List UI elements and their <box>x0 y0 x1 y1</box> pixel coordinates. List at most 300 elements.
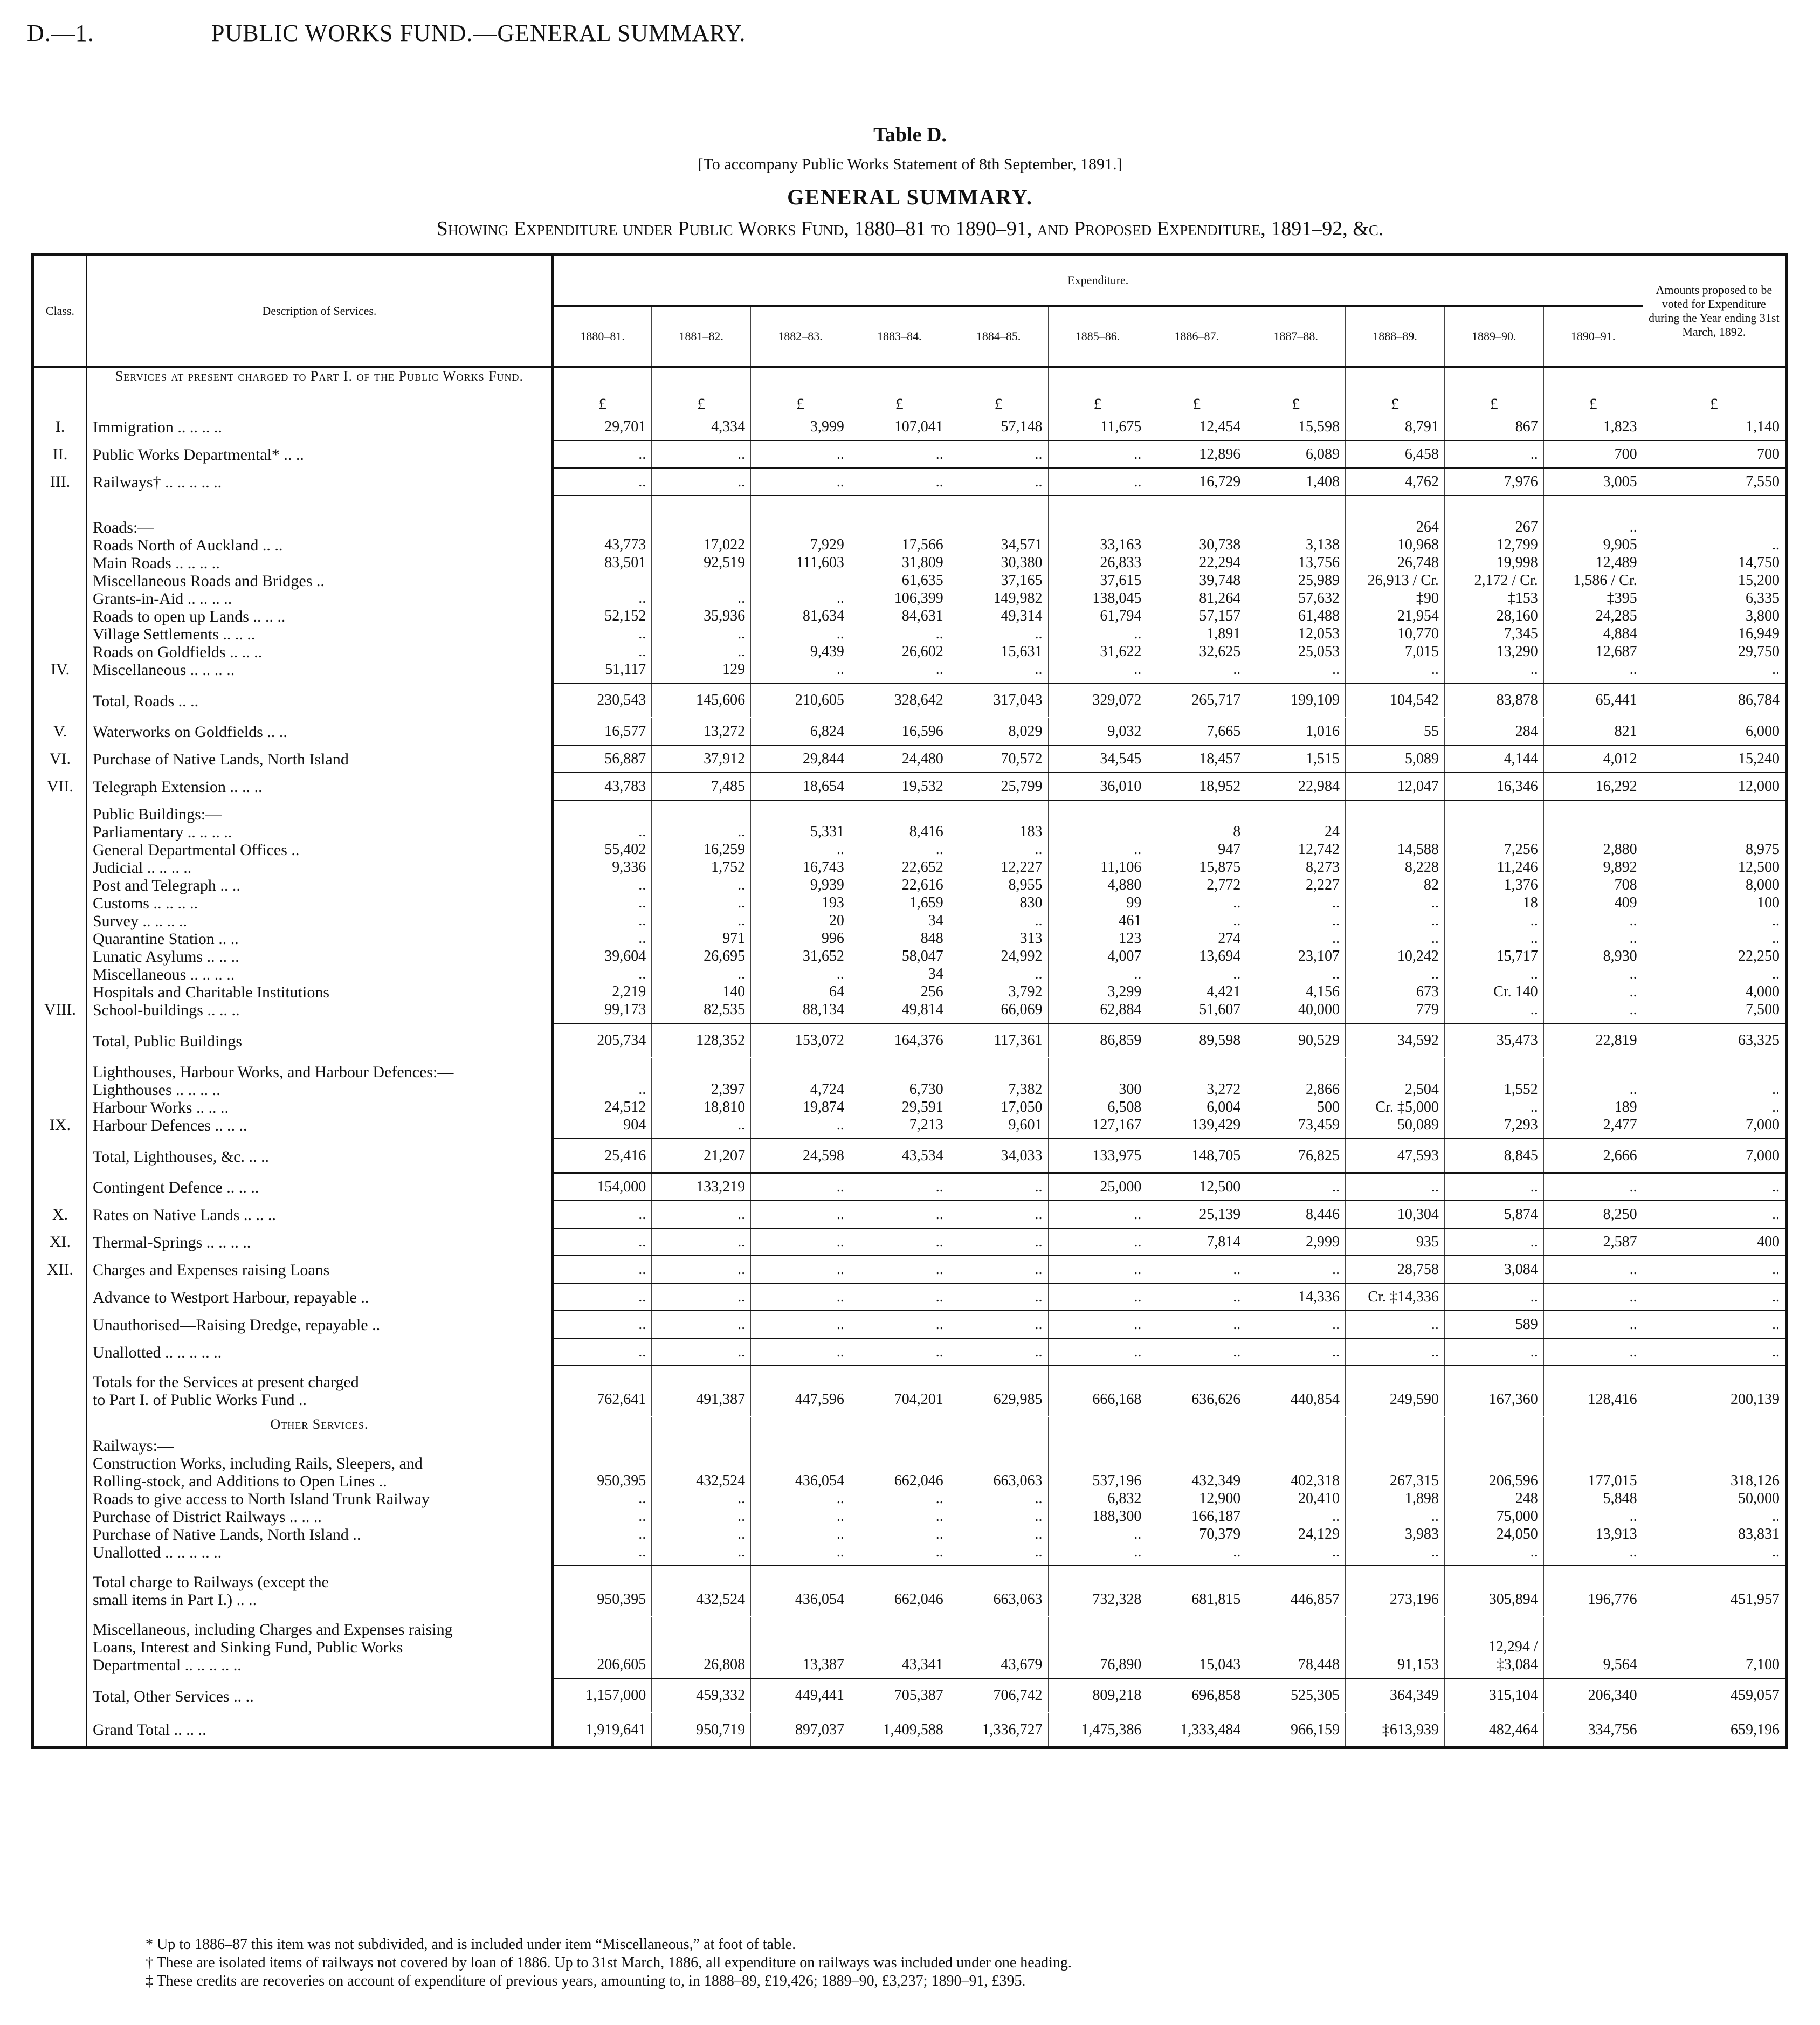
table-row <box>33 468 1787 495</box>
expenditure-amount: .. <box>1147 1338 1246 1366</box>
expenditure-amount: 199,109 <box>1246 683 1346 718</box>
expenditure-amount: 265,717 <box>1147 683 1246 718</box>
expenditure-amount: 696,858 <box>1147 1678 1246 1713</box>
proposed-amount: 86,784 <box>1643 683 1786 718</box>
expenditure-amount: 3,999 <box>751 414 850 440</box>
expenditure-amount: .. <box>850 1256 949 1283</box>
proposed-amount: .. <box>1643 1311 1786 1338</box>
expenditure-amount: 1,515 <box>1246 745 1346 773</box>
expenditure-amount: 273,196 <box>1346 1566 1445 1616</box>
proposed-amount: .. <box>1643 1201 1786 1228</box>
expenditure-amount: 18,457 <box>1147 745 1246 773</box>
expenditure-amount: 9,564 <box>1543 1616 1643 1678</box>
expenditure-amount: 30,738 22,294 39,748 81,264 57,157 1,891 32,625 .. <box>1147 495 1246 683</box>
proposed-amount: .. <box>1643 1283 1786 1311</box>
expenditure-amount: 4,724 19,874 .. <box>751 1058 850 1139</box>
expenditure-amount: 867 <box>1444 414 1543 440</box>
expenditure-amount: 1,016 <box>1246 718 1346 746</box>
expenditure-amount: 666,168 <box>1048 1366 1147 1416</box>
year-header: 1885–86. <box>1048 306 1147 367</box>
expenditure-amount: 284 <box>1444 718 1543 746</box>
accompany-note: [To accompany Public Works Statement of 8th September, 1891.] <box>698 155 1122 173</box>
class-cell <box>33 1616 87 1678</box>
expenditure-amount: 662,046 .. .. .. .. <box>850 1432 949 1566</box>
service-description: Totals for the Services at present charged to Part I. of Public Works Fund .. <box>87 1366 553 1416</box>
expenditure-amount: 334,756 <box>1543 1713 1643 1748</box>
expenditure-amount: .. <box>1543 1283 1643 1311</box>
table-body <box>33 367 1787 1748</box>
expenditure-amount: 133,219 <box>652 1173 751 1201</box>
service-description: Railways† .. .. .. .. .. <box>87 468 553 495</box>
table-row <box>33 718 1787 746</box>
class-cell <box>33 367 87 384</box>
proposed-amount: .. <box>1643 1256 1786 1283</box>
spacer-cell <box>1643 367 1786 384</box>
service-description: Miscellaneous, including Charges and Expenses raising Loans, Interest and Sinking Fund, Public Works Departmental .. .. .. .. .. <box>87 1616 553 1678</box>
class-cell: I. <box>33 414 87 440</box>
expenditure-amount: .. <box>553 1283 652 1311</box>
service-description: Purchase of Native Lands, North Island <box>87 745 553 773</box>
description-header: Description of Services. <box>87 255 553 368</box>
expenditure-amount: 12,896 <box>1147 440 1246 468</box>
expenditure-amount: 8,416 .. 22,652 22,616 1,659 34 848 58,047 34 256 49,814 <box>850 800 949 1023</box>
expenditure-amount: .. <box>751 468 850 495</box>
expenditure-amount: 12,294 / ‡3,084 <box>1444 1616 1543 1678</box>
expenditure-amount: 24,598 <box>751 1139 850 1173</box>
expenditure-amount: 18,654 <box>751 773 850 800</box>
class-cell: XII. <box>33 1256 87 1283</box>
expenditure-amount: 432,349 12,900 166,187 70,379 .. <box>1147 1432 1246 1566</box>
expenditure-amount: 17,566 31,809 61,635 106,399 84,631 .. 26,602 .. <box>850 495 949 683</box>
service-description: Waterworks on Goldfields .. .. <box>87 718 553 746</box>
spacer-cell <box>1346 367 1445 384</box>
expenditure-amount: 91,153 <box>1346 1616 1445 1678</box>
expenditure-amount: 128,416 <box>1543 1366 1643 1416</box>
expenditure-amount: .. <box>652 1311 751 1338</box>
class-cell: II. <box>33 440 87 468</box>
expenditure-amount: 705,387 <box>850 1678 949 1713</box>
table-row <box>33 1201 1787 1228</box>
expenditure-amount: 364,349 <box>1346 1678 1445 1713</box>
expenditure-amount: .. <box>652 1201 751 1228</box>
expenditure-amount: 4,012 <box>1543 745 1643 773</box>
expenditure-amount: .. <box>652 1283 751 1311</box>
expenditure-amount: 1,552 .. 7,293 <box>1444 1058 1543 1139</box>
expenditure-amount: .. <box>1048 440 1147 468</box>
expenditure-amount: ‡613,939 <box>1346 1713 1445 1748</box>
expenditure-amount: 26,808 <box>652 1616 751 1678</box>
expenditure-amount: 8,446 <box>1246 1201 1346 1228</box>
expenditure-amount: 317,043 <box>949 683 1048 718</box>
expenditure-amount: .. <box>751 1283 850 1311</box>
expenditure-amount: 8,791 <box>1346 414 1445 440</box>
class-cell: IV. <box>33 495 87 683</box>
table-row <box>33 1058 1787 1139</box>
class-cell: VII. <box>33 773 87 800</box>
class-cell <box>33 1139 87 1173</box>
expenditure-amount: 2,504 Cr. ‡5,000 50,089 <box>1346 1058 1445 1139</box>
expenditure-amount: 436,054 .. .. .. .. <box>751 1432 850 1566</box>
service-description: Unauthorised—Raising Dredge, repayable .. <box>87 1311 553 1338</box>
currency-symbol: £ <box>1346 384 1445 414</box>
expenditure-amount: 636,626 <box>1147 1366 1246 1416</box>
expenditure-amount: 56,887 <box>553 745 652 773</box>
expenditure-amount: .. <box>1346 1311 1445 1338</box>
expenditure-amount: 206,596 248 75,000 24,050 .. <box>1444 1432 1543 1566</box>
total-row <box>33 1366 1787 1416</box>
expenditure-amount: 935 <box>1346 1228 1445 1256</box>
year-header: 1881–82. <box>652 306 751 367</box>
total-row <box>33 1023 1787 1058</box>
expenditure-amount: 55 <box>1346 718 1445 746</box>
expenditure-amount: 164,376 <box>850 1023 949 1058</box>
expenditure-amount: 315,104 <box>1444 1678 1543 1713</box>
currency-symbol: £ <box>1246 384 1346 414</box>
expenditure-amount: .. <box>1048 1338 1147 1366</box>
expenditure-amount: 432,524 <box>652 1566 751 1616</box>
spacer-cell <box>1543 367 1643 384</box>
table-row <box>33 800 1787 1023</box>
table-row <box>33 1173 1787 1201</box>
class-header: Class. <box>33 255 87 368</box>
expenditure-amount: 950,719 <box>652 1713 751 1748</box>
expenditure-amount: 5,874 <box>1444 1201 1543 1228</box>
general-summary-heading: GENERAL SUMMARY. <box>787 185 1033 209</box>
expenditure-amount: 10,304 <box>1346 1201 1445 1228</box>
class-cell: VIII. <box>33 800 87 1023</box>
expenditure-amount: 7,976 <box>1444 468 1543 495</box>
expenditure-amount: .. <box>1147 1311 1246 1338</box>
page-header <box>27 19 746 47</box>
expenditure-amount: .. <box>949 1283 1048 1311</box>
expenditure-amount: 43,341 <box>850 1616 949 1678</box>
spacer-cell <box>850 1416 949 1432</box>
expenditure-amount: .. <box>553 1311 652 1338</box>
spacer-cell <box>949 1416 1048 1432</box>
expenditure-amount: .. 55,402 9,336 .. .. .. .. 39,604 .. 2,219 99,173 <box>553 800 652 1023</box>
service-description: Total, Other Services .. .. <box>87 1678 553 1713</box>
expenditure-amount: 4,144 <box>1444 745 1543 773</box>
expenditure-amount: 25,000 <box>1048 1173 1147 1201</box>
service-description: Roads:— Roads North of Auckland .. .. Main Roads .. .. .. .. Miscellaneous Roads and Bridges .. Grants-in-Aid .. .. .. .. Roads to open up Lands .. .. .. Village Settlements .. .. .. Roads on Goldfields .. .. .. Miscellaneous .. .. .. .. <box>87 495 553 683</box>
expenditure-amount: 89,598 <box>1147 1023 1246 1058</box>
proposed-amount: 63,325 <box>1643 1023 1786 1058</box>
proposed-amount: .. 14,750 15,200 6,335 3,800 16,949 29,750 .. <box>1643 495 1786 683</box>
expenditure-amount: 267 12,799 19,998 2,172 / Cr. ‡153 28,160 7,345 13,290 .. <box>1444 495 1543 683</box>
expenditure-amount: 76,825 <box>1246 1139 1346 1173</box>
expenditure-amount: .. <box>1543 1338 1643 1366</box>
expenditure-amount: 6,824 <box>751 718 850 746</box>
service-description: Telegraph Extension .. .. .. <box>87 773 553 800</box>
proposed-amount: 200,139 <box>1643 1366 1786 1416</box>
expenditure-amount: 7,814 <box>1147 1228 1246 1256</box>
proposed-amount: 7,100 <box>1643 1616 1786 1678</box>
expenditure-amount: 34,545 <box>1048 745 1147 773</box>
expenditure-amount: .. <box>1444 1338 1543 1366</box>
section-heading-row <box>33 367 1787 384</box>
expenditure-amount: 5,331 .. 16,743 9,939 193 20 996 31,652 .. 64 88,134 <box>751 800 850 1023</box>
expenditure-amount: 4,334 <box>652 414 751 440</box>
proposed-amount: .. <box>1643 1338 1786 1366</box>
expenditure-amount: 43,534 <box>850 1139 949 1173</box>
expenditure-amount: .. <box>553 1201 652 1228</box>
expenditure-amount: 663,063 .. .. .. .. <box>949 1432 1048 1566</box>
expenditure-amount: 732,328 <box>1048 1566 1147 1616</box>
service-description: Public Works Departmental* .. .. <box>87 440 553 468</box>
expenditure-amount: 14,336 <box>1246 1283 1346 1311</box>
expenditure-amount: 13,387 <box>751 1616 850 1678</box>
total-row <box>33 1139 1787 1173</box>
currency-symbol: £ <box>1147 384 1246 414</box>
table-row <box>33 745 1787 773</box>
expenditure-amount: .. <box>949 1338 1048 1366</box>
year-header: 1883–84. <box>850 306 949 367</box>
footnote: * Up to 1886–87 this item was not subdivided, and is included under item “Miscellaneous,” at foot of table. <box>146 1936 796 1953</box>
expenditure-amount: .. <box>850 1338 949 1366</box>
expenditure-amount: 525,305 <box>1246 1678 1346 1713</box>
section-heading: Services at present charged to Part I. of the Public Works Fund. <box>87 367 553 384</box>
proposed-amount: 15,240 <box>1643 745 1786 773</box>
expenditure-amount: 76,890 <box>1048 1616 1147 1678</box>
expenditure-amount: 16,292 <box>1543 773 1643 800</box>
expenditure-amount: .. <box>1346 1338 1445 1366</box>
service-description: Immigration .. .. .. .. <box>87 414 553 440</box>
class-cell <box>33 1713 87 1748</box>
expenditure-amount: 8,029 <box>949 718 1048 746</box>
currency-symbol: £ <box>1444 384 1543 414</box>
class-cell: X. <box>33 1201 87 1228</box>
table-row <box>33 773 1787 800</box>
table-title: Table D. <box>873 123 947 146</box>
expenditure-amount: 16,729 <box>1147 468 1246 495</box>
expenditure-amount: 133,975 <box>1048 1139 1147 1173</box>
expenditure-amount: 2,587 <box>1543 1228 1643 1256</box>
expenditure-amount: .. <box>652 440 751 468</box>
expenditure-amount: .. <box>850 440 949 468</box>
expenditure-amount: .. <box>652 1228 751 1256</box>
expenditure-amount: 28,758 <box>1346 1256 1445 1283</box>
expenditure-amount: .. <box>850 468 949 495</box>
class-cell: III. <box>33 468 87 495</box>
total-row <box>33 1678 1787 1713</box>
expenditure-amount: 8 947 15,875 2,772 .. .. 274 13,694 .. 4,421 51,607 <box>1147 800 1246 1023</box>
expenditure-amount: .. <box>553 440 652 468</box>
expenditure-amount: 7,929 111,603 .. 81,634 .. 9,439 .. <box>751 495 850 683</box>
expenditure-amount: 37,912 <box>652 745 751 773</box>
expenditure-amount: 300 6,508 127,167 <box>1048 1058 1147 1139</box>
expenditure-amount: 12,047 <box>1346 773 1445 800</box>
expenditure-amount: 206,340 <box>1543 1678 1643 1713</box>
expenditure-amount: 117,361 <box>949 1023 1048 1058</box>
spacer-cell <box>553 367 652 384</box>
class-cell <box>33 1338 87 1366</box>
expenditure-amount: 6,089 <box>1246 440 1346 468</box>
expenditure-amount: 1,823 <box>1543 414 1643 440</box>
expenditure-amount: .. <box>553 1338 652 1366</box>
currency-symbol: £ <box>1643 384 1786 414</box>
class-cell <box>33 1283 87 1311</box>
currency-symbol: £ <box>652 384 751 414</box>
class-cell <box>33 683 87 718</box>
expenditure-amount: Cr. ‡14,336 <box>1346 1283 1445 1311</box>
expenditure-amount: 210,605 <box>751 683 850 718</box>
currency-symbol: £ <box>1543 384 1643 414</box>
expenditure-amount: .. <box>751 1256 850 1283</box>
expenditure-amount: 196,776 <box>1543 1566 1643 1616</box>
expenditure-amount: 15,043 <box>1147 1616 1246 1678</box>
proposed-amount: 700 <box>1643 440 1786 468</box>
expenditure-amount: 148,705 <box>1147 1139 1246 1173</box>
expenditure-amount: .. <box>652 1338 751 1366</box>
expenditure-amount: 3,005 <box>1543 468 1643 495</box>
expenditure-amount: .. <box>1346 1173 1445 1201</box>
expenditure-amount: .. <box>949 1228 1048 1256</box>
expenditure-amount: .. <box>1444 1173 1543 1201</box>
table-row <box>33 1311 1787 1338</box>
expenditure-amount: .. <box>751 1201 850 1228</box>
expenditure-amount: 9,032 <box>1048 718 1147 746</box>
expenditure-amount: 154,000 <box>553 1173 652 1201</box>
year-header: 1886–87. <box>1147 306 1246 367</box>
table-row <box>33 495 1787 683</box>
service-description: Grand Total .. .. .. <box>87 1713 553 1748</box>
spacer-cell <box>1246 1416 1346 1432</box>
expenditure-amount: 47,593 <box>1346 1139 1445 1173</box>
expenditure-amount: 16,596 <box>850 718 949 746</box>
expenditure-amount: 5,089 <box>1346 745 1445 773</box>
total-row <box>33 1566 1787 1616</box>
expenditure-amount: .. <box>850 1201 949 1228</box>
expenditure-amount: 35,473 <box>1444 1023 1543 1058</box>
year-header: 1880–81. <box>553 306 652 367</box>
expenditure-amount: 7,382 17,050 9,601 <box>949 1058 1048 1139</box>
expenditure-amount: 16,346 <box>1444 773 1543 800</box>
expenditure-amount: 762,641 <box>553 1366 652 1416</box>
spacer-cell <box>751 1416 850 1432</box>
expenditure-amount: 183 .. 12,227 8,955 830 .. 313 24,992 .. 3,792 66,069 <box>949 800 1048 1023</box>
class-cell: XI. <box>33 1228 87 1256</box>
expenditure-amount: .. <box>850 1228 949 1256</box>
year-header: 1890–91. <box>1543 306 1643 367</box>
expenditure-amount: 13,272 <box>652 718 751 746</box>
service-description: Charges and Expenses raising Loans <box>87 1256 553 1283</box>
expenditure-amount: 1,475,386 <box>1048 1713 1147 1748</box>
service-description: Total charge to Railways (except the small items in Part I.) .. .. <box>87 1566 553 1616</box>
class-cell <box>33 1173 87 1201</box>
expenditure-amount: .. <box>1246 1256 1346 1283</box>
expenditure-amount: 177,015 5,848 .. 13,913 .. <box>1543 1432 1643 1566</box>
expenditure-amount: .. <box>850 1283 949 1311</box>
expenditure-amount: 3,084 <box>1444 1256 1543 1283</box>
expenditure-amount: 34,033 <box>949 1139 1048 1173</box>
class-cell <box>33 1311 87 1338</box>
expenditure-amount: 681,815 <box>1147 1566 1246 1616</box>
expenditure-amount: 29,701 <box>553 414 652 440</box>
expenditure-amount: .. 24,512 904 <box>553 1058 652 1139</box>
expenditure-amount: .. <box>751 1311 850 1338</box>
expenditure-amount: 7,485 <box>652 773 751 800</box>
class-cell: V. <box>33 718 87 746</box>
expenditure-amount: .. <box>1147 1256 1246 1283</box>
expenditure-amount: 537,196 6,832 188,300 .. .. <box>1048 1432 1147 1566</box>
expenditure-amount: 1,409,588 <box>850 1713 949 1748</box>
expenditure-amount: .. <box>949 440 1048 468</box>
expenditure-amount: .. <box>751 1173 850 1201</box>
expenditure-amount: 70,572 <box>949 745 1048 773</box>
expenditure-amount: 662,046 <box>850 1566 949 1616</box>
page-title: PUBLIC WORKS FUND.—GENERAL SUMMARY. <box>211 20 746 46</box>
spacer-cell <box>751 367 850 384</box>
expenditure-amount: .. 9,905 12,489 1,586 / Cr. ‡395 24,285 4,884 12,687 .. <box>1543 495 1643 683</box>
spacer-cell <box>1048 1416 1147 1432</box>
table-row <box>33 1432 1787 1566</box>
expenditure-amount: 328,642 <box>850 683 949 718</box>
expenditure-header: Expenditure. <box>553 255 1643 306</box>
expenditure-amount: .. <box>1444 1283 1543 1311</box>
expenditure-amount: 459,332 <box>652 1678 751 1713</box>
expenditure-amount: 43,783 <box>553 773 652 800</box>
expenditure-amount: .. <box>949 1256 1048 1283</box>
description-cell <box>87 384 553 414</box>
service-description: Thermal-Springs .. .. .. .. <box>87 1228 553 1256</box>
expenditure-amount: .. <box>1444 1228 1543 1256</box>
expenditure-amount: .. <box>751 440 850 468</box>
expenditure-amount: 305,894 <box>1444 1566 1543 1616</box>
expenditure-amount: 2,880 9,892 708 409 .. .. 8,930 .. .. .. <box>1543 800 1643 1023</box>
currency-symbol: £ <box>751 384 850 414</box>
expenditure-amount: 65,441 <box>1543 683 1643 718</box>
expenditure-amount: 589 <box>1444 1311 1543 1338</box>
expenditure-amount: 24 12,742 8,273 2,227 .. .. .. 23,107 .. 4,156 40,000 <box>1246 800 1346 1023</box>
expenditure-amount: .. <box>1246 1338 1346 1366</box>
expenditure-amount: 663,063 <box>949 1566 1048 1616</box>
spacer-cell <box>949 367 1048 384</box>
spacer-cell <box>1147 1416 1246 1432</box>
table-row <box>33 440 1787 468</box>
expenditure-amount: 491,387 <box>652 1366 751 1416</box>
expenditure-amount: 1,408 <box>1246 468 1346 495</box>
expenditure-amount: .. <box>850 1311 949 1338</box>
class-cell <box>33 1566 87 1616</box>
class-cell <box>33 384 87 414</box>
class-cell <box>33 1432 87 1566</box>
expenditure-amount: 14,588 8,228 82 .. .. .. 10,242 .. 673 779 <box>1346 800 1445 1023</box>
table-row <box>33 1283 1787 1311</box>
expenditure-amount: 86,859 <box>1048 1023 1147 1058</box>
expenditure-amount: 3,272 6,004 139,429 <box>1147 1058 1246 1139</box>
expenditure-amount: 24,480 <box>850 745 949 773</box>
proposed-header: Amounts proposed to be voted for Expenditure during the Year ending 31st March, 1892. <box>1643 255 1786 368</box>
proposed-amount: 7,550 <box>1643 468 1786 495</box>
spacer-cell <box>652 1416 751 1432</box>
expenditure-amount: 78,448 <box>1246 1616 1346 1678</box>
expenditure-amount: 21,207 <box>652 1139 751 1173</box>
expenditure-amount: .. <box>553 468 652 495</box>
expenditure-amount: 36,010 <box>1048 773 1147 800</box>
expenditure-amount: 966,159 <box>1246 1713 1346 1748</box>
expenditure-amount: 145,606 <box>652 683 751 718</box>
class-cell: IX. <box>33 1058 87 1139</box>
expenditure-amount: .. 16,259 1,752 .. .. .. 971 26,695 .. 140 82,535 <box>652 800 751 1023</box>
expenditure-amount: 205,734 <box>553 1023 652 1058</box>
expenditure-amount: 402,318 20,410 .. 24,129 .. <box>1246 1432 1346 1566</box>
expenditure-amount: .. <box>1543 1311 1643 1338</box>
expenditure-amount: 29,844 <box>751 745 850 773</box>
expenditure-amount: 1,336,727 <box>949 1713 1048 1748</box>
expenditure-amount: .. <box>1048 1201 1147 1228</box>
expenditure-amount: 19,532 <box>850 773 949 800</box>
expenditure-amount: 704,201 <box>850 1366 949 1416</box>
